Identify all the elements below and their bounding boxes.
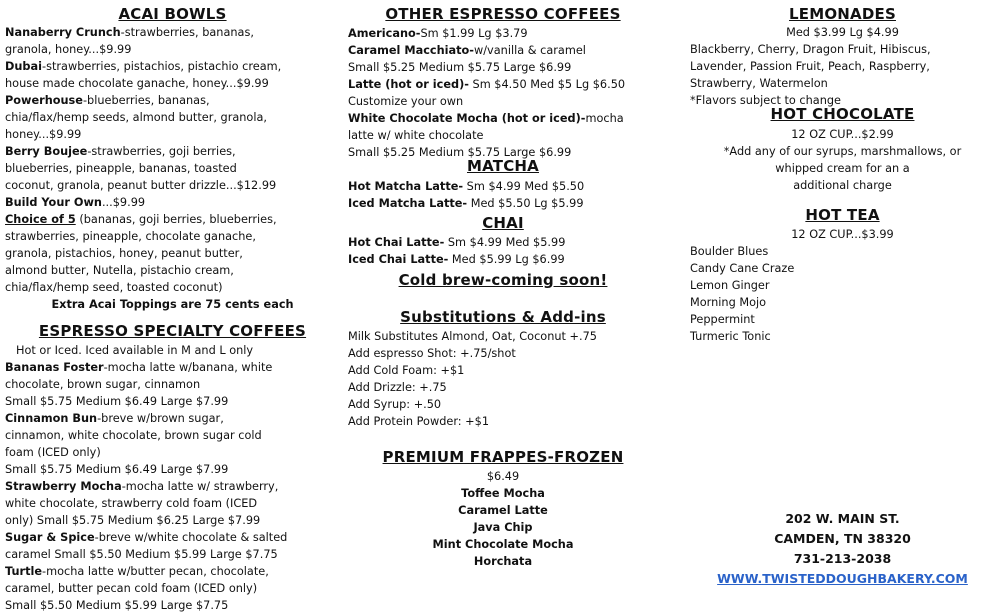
menu-item: White Chocolate Mocha (hot or iced)-mocha <box>348 112 624 125</box>
phone-number: 731-213-2038 <box>793 551 892 566</box>
contact-info <box>690 509 995 589</box>
list-item: Lemon Ginger <box>690 279 770 292</box>
menu-item: Caramel Macchiato-w/vanilla & caramel <box>348 44 586 57</box>
extra-toppings-note: Extra Acai Toppings are 75 cents each <box>51 298 294 311</box>
list-item: Toffee Mocha <box>461 487 545 500</box>
acai-bowls-heading: ACAI BOWLS <box>118 5 227 23</box>
menu-item: Strawberry Mocha-mocha latte w/ strawberry, <box>5 480 279 493</box>
menu-item: Cinnamon Bun-breve w/brown sugar, <box>5 412 224 425</box>
substitutions-heading: Substitutions & Add-ins <box>400 308 606 326</box>
menu-item: Powerhouse-blueberries, bananas, <box>5 94 210 107</box>
menu-item: Hot Chai Latte- Sm $4.99 Med $5.99 <box>348 236 566 249</box>
menu-item: Dubai-strawberries, pistachios, pistachio cream, <box>5 60 282 73</box>
lemonades-list: Med $3.99 Lg $4.99 Blackberry, Cherry, Dragon Fruit, Hibiscus, Lavender, Passion Fruit, Peach, Raspberry, Strawberry, Watermelon *Flavors subject to change <box>690 24 995 109</box>
menu-item: Build Your Own...$9.99 <box>5 196 146 209</box>
menu-item: Berry Boujee-strawberries, goji berries, <box>5 145 236 158</box>
matcha-heading: MATCHA <box>467 157 539 175</box>
list-item: Milk Substitutes Almond, Oat, Coconut +.75 <box>348 330 597 343</box>
hot-tea-price: 12 OZ CUP...$3.99 <box>791 228 894 241</box>
hot-chocolate-info: 12 OZ CUP...$2.99 *Add any of our syrups, marshmallows, or whipped cream for an a additional charge <box>690 126 995 194</box>
menu-item: Sugar & Spice-breve w/white chocolate & salted <box>5 531 288 544</box>
frappes-price: $6.49 <box>486 470 520 483</box>
chai-heading: CHAI <box>482 214 524 232</box>
menu-item: Nanaberry Crunch-strawberries, bananas, <box>5 26 254 39</box>
other-espresso-heading: OTHER ESPRESSO COFFEES <box>385 5 621 23</box>
cold-brew-notice: Cold brew-coming soon! <box>398 271 608 289</box>
menu-item: Americano-Sm $1.99 Lg $3.79 <box>348 27 528 40</box>
specialty-list: Hot or Iced. Iced available in M and L only Bananas Foster-mocha latte w/banana, white chocolate, brown sugar, cinnamon Small $5.75 Medium $6.49 Large $7.99 Cinnamon Bun-breve w/brown sugar, cinnamon, white chocolate, brown sugar cold foam (ICED only) Small $5.75 Medium $6.49 Large $7.99 Strawberry Mocha-mocha latte w/ strawberry, white chocolate, strawberry cold foam (ICED only) Small $5.75 Medium $6.25 Large $7.99 Sugar & Spice-breve w/white chocolate & salted caramel Small $5.50 Medium $5.99 Large $7.75 Turtle-mocha latte w/butter pecan, chocolate, caramel, butter pecan cold foam (ICED only) Small $5.50 Medium $5.99 Large $7.75 <box>5 342 340 614</box>
list-item: Add Protein Powder: +$1 <box>348 415 490 428</box>
frappes-heading: PREMIUM FRAPPES-FROZEN <box>382 448 624 466</box>
menu-item: Iced Matcha Latte- Med $5.50 Lg $5.99 <box>348 197 584 210</box>
list-item: Add Cold Foam: +$1 <box>348 364 465 377</box>
menu-item: Bananas Foster-mocha latte w/banana, white <box>5 361 273 374</box>
lemonades-price: Med $3.99 Lg $4.99 <box>786 26 899 39</box>
menu-item: Iced Chai Latte- Med $5.99 Lg $6.99 <box>348 253 565 266</box>
menu-item: Latte (hot or iced)- Sm $4.50 Med $5 Lg $6.50 <box>348 78 626 91</box>
list-item: Candy Cane Craze <box>690 262 795 275</box>
list-item: Turmeric Tonic <box>690 330 771 343</box>
choice-of-5: Choice of 5 (bananas, goji berries, blueberries, <box>5 213 277 226</box>
menu-item: Hot Matcha Latte- Sm $4.99 Med $5.50 <box>348 180 585 193</box>
frappes-list <box>348 468 658 570</box>
espresso-specialty-heading: ESPRESSO SPECIALTY COFFEES <box>38 322 307 340</box>
lemonades-heading: LEMONADES <box>789 5 896 23</box>
chai-list <box>348 234 658 268</box>
list-item: Peppermint <box>690 313 755 326</box>
address: 202 W. MAIN ST. <box>785 511 900 526</box>
hot-chocolate-heading: HOT CHOCOLATE <box>770 105 915 123</box>
matcha-list <box>348 178 658 212</box>
city-state-zip: CAMDEN, TN 38320 <box>774 531 911 546</box>
hot-tea-heading: HOT TEA <box>805 206 880 224</box>
list-item: Horchata <box>473 555 533 568</box>
list-item: Java Chip <box>473 521 533 534</box>
acai-bowls-list: Nanaberry Crunch-strawberries, bananas, granola, honey...$9.99 Dubai-strawberries, pistachios, pistachio cream, house made chocolate ganache, honey...$9.99 Powerhouse-blueberries, bananas, chia/flax/hemp seeds, almond butter, granola, honey...$9.99 Berry Boujee-strawberries, goji berries, blueberries, pineapple, bananas, toasted coconut, granola, peanut butter drizzle...$12.99 Build Your Own...$9.99 Choice of 5 (bananas, goji berries, blueberries, strawberries, pineapple, chocolate ganache, granola, pistachios, honey, peanut butter, almond butter, Nutella, pistachio cream, chia/flax/hemp seed, toasted coconut) Extra Acai Toppings are 75 cents each <box>5 24 340 313</box>
list-item: Morning Mojo <box>690 296 767 309</box>
list-item: Mint Chocolate Mocha <box>432 538 574 551</box>
list-item: Add Drizzle: +.75 <box>348 381 447 394</box>
list-item: Boulder Blues <box>690 245 769 258</box>
website-link[interactable]: WWW.TWISTEDDOUGHBAKERY.COM <box>717 571 968 586</box>
list-item: Add Syrup: +.50 <box>348 398 442 411</box>
list-item: Add espresso Shot: +.75/shot <box>348 347 516 360</box>
hot-tea-list <box>690 226 995 345</box>
menu-item: Turtle-mocha latte w/butter pecan, chocolate, <box>5 565 269 578</box>
substitutions-list <box>348 328 658 430</box>
other-espresso-list: Americano-Sm $1.99 Lg $3.79 Caramel Macchiato-w/vanilla & caramel Small $5.25 Medium $5.75 Large $6.99 Latte (hot or iced)- Sm $4.50 Med $5 Lg $6.50 Customize your own White Chocolate Mocha (hot or iced)-mocha latte w/ white chocolate Small $5.25 Medium $5.75 Large $6.99 <box>348 25 658 161</box>
specialty-subtitle: Hot or Iced. Iced available in M and L only <box>16 344 254 357</box>
list-item: Caramel Latte <box>458 504 548 517</box>
hot-chocolate-price: 12 OZ CUP...$2.99 <box>791 128 894 141</box>
